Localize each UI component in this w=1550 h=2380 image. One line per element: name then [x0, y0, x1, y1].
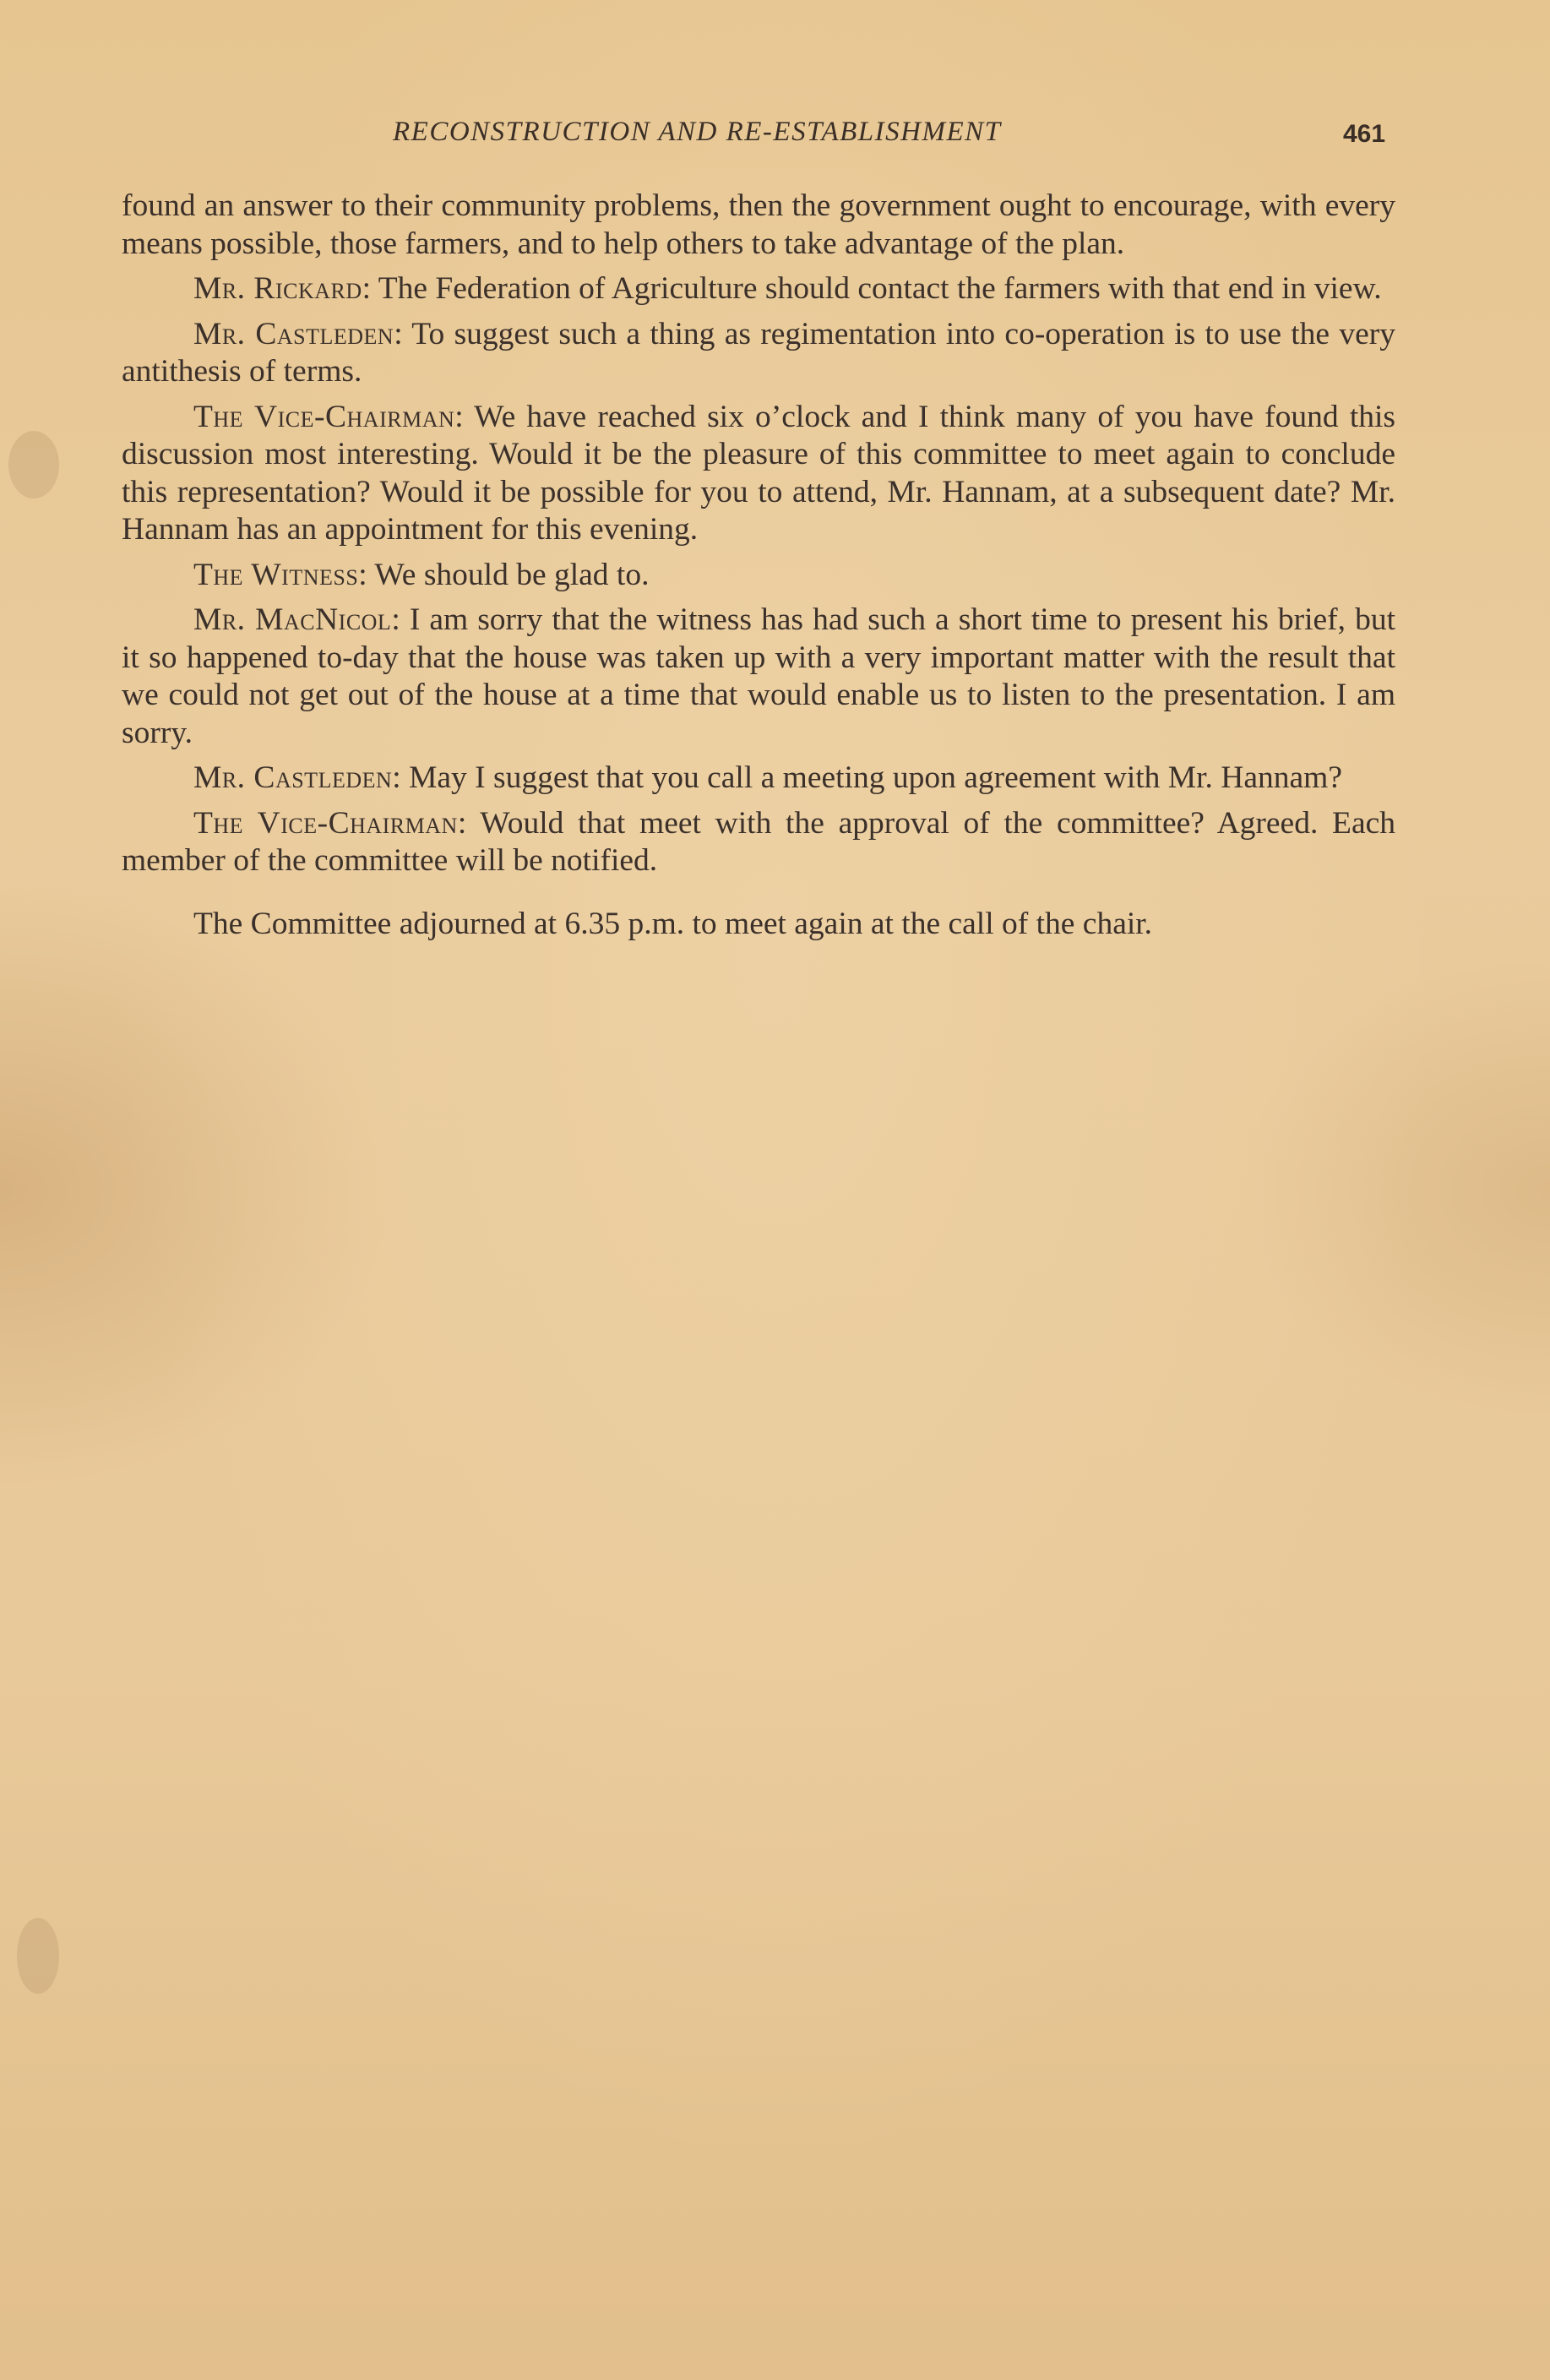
- paragraph-text: I am sorry that the witness has had such a short time to present his brief, but it so happened to-day that the house was taken up with a very important matter with the result that we could not get out of the house at a time that would enable us to listen to the presentation. I am sorry.: [122, 602, 1396, 750]
- adjournment-note: The Committee adjourned at 6.35 p.m. to meet again at the call of the chair.: [193, 906, 1153, 941]
- paragraph-text: May I suggest that you call a meeting upon agreement with Mr. Hannam?: [409, 760, 1342, 795]
- paragraph-text: To suggest such a thing as regimentation into co-operation is to use the very antithesis of terms.: [122, 316, 1395, 389]
- running-title: RECONSTRUCTION AND RE-ESTABLISHMENT: [393, 117, 1002, 147]
- paragraph-text: Would that meet with the approval of the committee? Agreed. Each member of the committee will be notified.: [122, 805, 1396, 878]
- speaker-name: The Vice-Chairman: [193, 399, 455, 434]
- transcript-body: [122, 188, 1395, 950]
- paragraph-castleden: Mr. Castleden: To suggest such a thing as regimentation into co-operation is to use the very antithesis of terms.: [122, 316, 1395, 389]
- speaker-name: Mr. MacNicol: [193, 602, 392, 637]
- paragraph-castleden-2: Mr. Castleden: May I suggest that you call a meeting upon agreement with Mr. Hannam?: [193, 760, 1342, 795]
- paragraph-text: found an answer to their community problems, then the government ought to encourage, with every means possible, those farmers, and to help others to take advantage of the plan.: [122, 188, 1395, 261]
- speaker-name: Mr. Castleden: [193, 316, 394, 351]
- paragraph-text: We should be glad to.: [374, 557, 650, 592]
- running-header: [0, 117, 1550, 167]
- speaker-name: The Witness: [193, 557, 359, 592]
- paragraph-vice-chairman: The Vice-Chairman: We have reached six o’clock and I think many of you have found this discussion most interesting. Would it be the pleasure of this committee to meet again to conclude this representation? Would it be possible for you to attend, Mr. Hannam, at a subsequent date? Mr. Hannam has an appointment for this evening.: [122, 399, 1395, 547]
- page-number: 461: [1343, 120, 1386, 148]
- speaker-name: Mr. Castleden: [193, 760, 393, 795]
- paragraph-rickard: Mr. Rickard: The Federation of Agriculture should contact the farmers with that end in view.: [193, 271, 1382, 306]
- paper-stain: [8, 431, 59, 498]
- paragraph-continuation: [122, 188, 1395, 263]
- paragraph-text: We have reached six o’clock and I think many of you have found this discussion most interesting. Would it be the pleasure of this committee to meet again to conclude this representation? Would it be possible for you to attend, Mr. Hannam, at a subsequent date? Mr. Hannam has an appointment for this evening.: [122, 399, 1395, 547]
- paper-stain: [17, 1918, 59, 1994]
- paragraph-witness: The Witness: We should be glad to.: [193, 557, 650, 592]
- speaker-name: The Vice-Chairman: [193, 805, 458, 841]
- paragraph-text: The Federation of Agriculture should contact the farmers with that end in view.: [378, 271, 1382, 306]
- paragraph-vice-chairman-2: The Vice-Chairman: Would that meet with the approval of the committee? Agreed. Each member of the committee will be notified.: [122, 805, 1396, 878]
- paragraph-macnicol: Mr. MacNicol: I am sorry that the witness has had such a short time to present his brief, but it so happened to-day that the house was taken up with a very important matter with the result that we could not get out of the house at a time that would enable us to listen to the presentation. I am sorry.: [122, 602, 1396, 750]
- speaker-name: Mr. Rickard: [193, 271, 362, 306]
